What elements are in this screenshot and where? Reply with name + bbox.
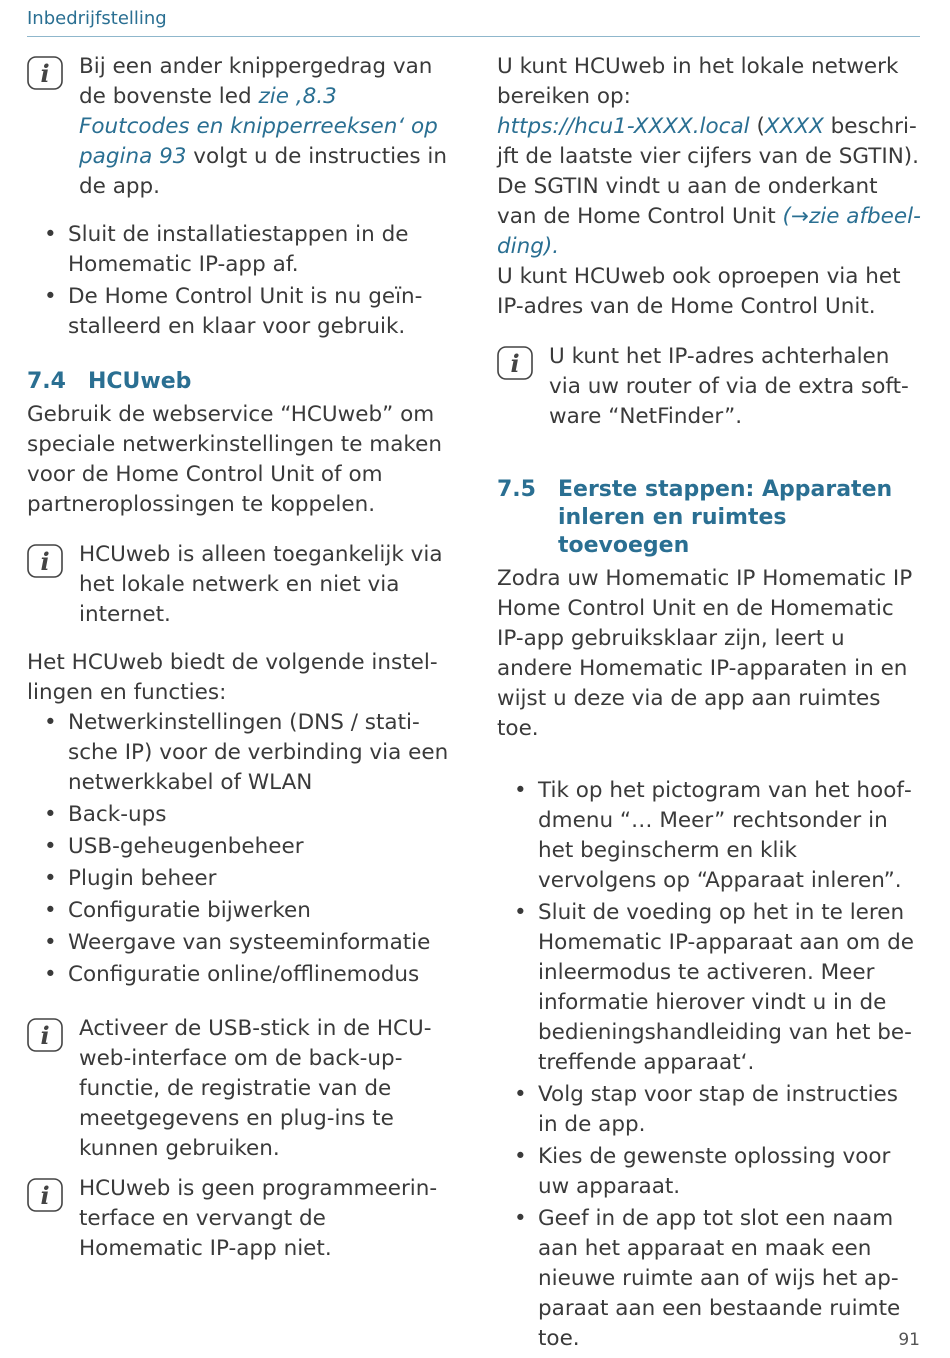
list-item: • Sluit de voeding op het in te leren Homematic IP-apparaat aan om de inleermodus te activeren. Meer informatie hierover vindt u in de bedieningshandleiding van het betreffende apparaat‘. [497,898,922,1078]
features-intro: Het HCUweb biedt de volgende instellingen en functies: [27,650,438,705]
info-icon [27,56,63,90]
list-item: • Weergave van systeeminformatie [27,928,452,958]
header-divider [27,36,920,37]
hcuweb-url-link[interactable]: https://hcu1-XXXX.local [497,114,750,139]
info-note-blink: i Bij een ander knippergedrag van de bovenste led zie ‚8.3 Foutcodes en knipperreeksen‘ op pagina 93 volgt u de instructies in de app. [27,52,452,202]
page-number: 91 [898,1330,920,1350]
list-item: • Plugin beheer [27,864,452,894]
ip-paragraph: U kunt HCUweb ook oproepen via het IP-adres van de Home Control Unit. [497,264,901,319]
svg-text:i: i [510,349,520,378]
hcuweb-intro: Gebruik de webservice “HCUweb” om speciale netwerkinstellingen te maken voor de Home Control Unit of om partneroplossingen te koppelen. [27,402,442,517]
left-column [27,52,452,1264]
access-paragraph: U kunt HCUweb in het lokale netwerk bereiken op: https://hcu1-XXXX.local (XXXX beschrijft de laatste vier cijfers van de SGTIN). De SGTIN vindt u aan de onderkant van de Home Control Unit (→zie afbeelding). [497,54,921,259]
svg-text:i: i [40,547,50,576]
info-note-usb: i Activeer de USB-stick in de HCUweb-interface om de back-upfunctie, de registratie van de meetgegevens en plug-ins te kunnen gebruiken. [27,1014,452,1164]
list-item: • De Home Control Unit is nu geïnstalleerd en klaar voor gebruik. [27,282,452,342]
list-item: • Sluit de installatiestappen in de Homematic IP-app af. [27,220,452,280]
list-item: • Kies de gewenste oplossing voor uw apparaat. [497,1142,922,1202]
info-icon [27,1178,63,1212]
section-heading-7-5: 7.5 Eerste stappen: Apparaten inleren en ruimtes toevoegen [497,477,893,558]
section-7-5-intro: Zodra uw Homematic IP Homematic IP Home Control Unit en de Homematic IP-app gebruiksklaar zijn, leert u andere Homematic IP-apparaten in en wijst u deze via de app aan ruimtes toe. [497,566,913,741]
info-icon [27,544,63,578]
list-item: • Tik op het pictogram van het hoofdmenu “… Meer” rechtsonder in het beginscherm en klik vervolgens op “Apparaat inleren”. [497,776,922,896]
info-note-local-network: i HCUweb is alleen toegankelijk via het lokale netwerk en niet via internet. [27,540,452,630]
cross-reference-link[interactable]: zie ‚8.3 Foutcodes en knipperreeksen‘ op pagina 93 [79,84,438,169]
info-icon [497,346,533,380]
features-list [27,708,452,990]
list-item: • Configuratie online/offlinemodus [27,960,452,990]
list-item: • Configuratie bijwerken [27,896,452,926]
svg-text:i: i [40,59,50,88]
list-item: • USB-geheugenbeheer [27,832,452,862]
figure-reference-link[interactable]: (→zie afbeelding). [497,204,921,259]
info-note-ip: i U kunt het IP-adres achterhalen via uw router of via de extra software “NetFinder”. [497,342,922,432]
svg-text:i: i [40,1181,50,1210]
list-item: • Back-ups [27,800,452,830]
list-item: • Volg stap voor stap de instructies in de app. [497,1080,922,1140]
right-column [497,52,922,1356]
info-note-not-programming: i HCUweb is geen programmeerinterface en vervangt de Homematic IP-app niet. [27,1174,452,1264]
info-icon [27,1018,63,1052]
list-item: • Geef in de app tot slot een naam aan het apparaat en maak een nieuwe ruimte aan of wijs het apparaat aan een bestaande ruimte toe. [497,1204,922,1354]
section-heading-7-4: 7.4 HCUweb [27,369,192,394]
svg-text:i: i [40,1021,50,1050]
list-item: • Netwerkinstellingen (DNS / statische IP) voor de verbinding via een netwerkkabel of WLAN [27,708,452,798]
steps-list [497,776,922,1354]
install-steps-list [27,220,452,342]
running-header: Inbedrijfstelling [27,8,167,29]
